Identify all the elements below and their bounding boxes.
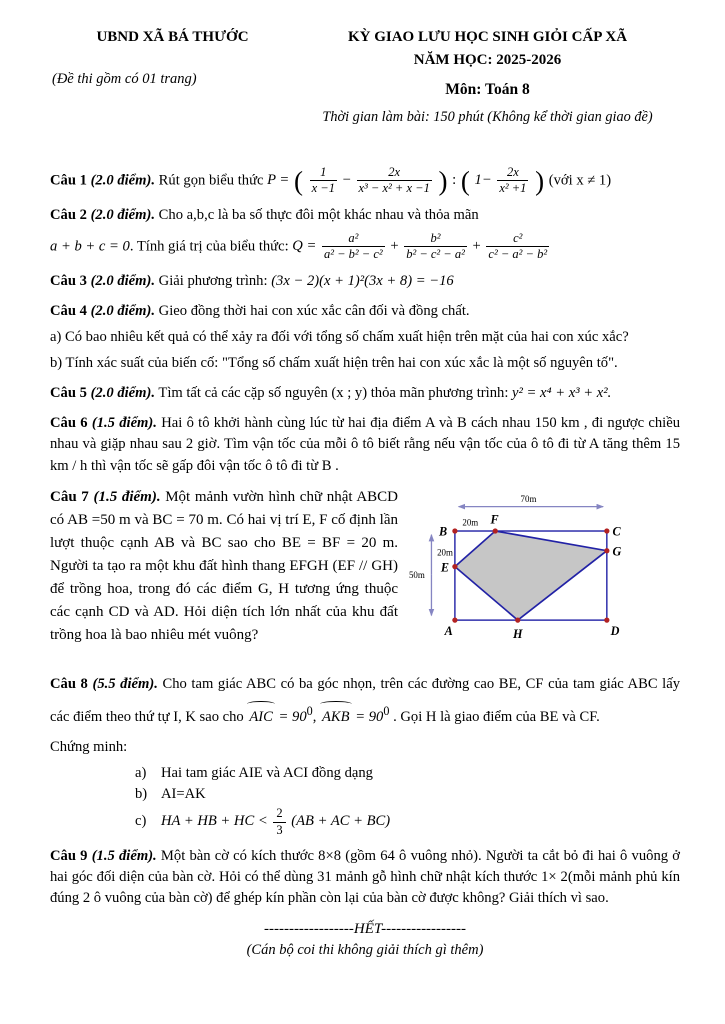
- question-1-label: Câu 1: [50, 172, 87, 189]
- question-6-label: Câu 6: [50, 414, 88, 431]
- question-3: [50, 271, 680, 293]
- angle-value: = 90: [351, 709, 384, 726]
- question-7-text-block: [50, 486, 408, 647]
- fraction: $\frac{2x}{\text{x³ − x² + x −1}}$: [358, 164, 430, 196]
- question-4b: b) Tính xác suất của biến cố: "Tổng số chấm xuất hiện trên hai con xúc xắc là một số nguyên tố".: [50, 354, 618, 371]
- label-C: C: [612, 524, 621, 539]
- question-9-text: Một bàn cờ có kích thước 8×8 (gồm 64 ô vuông nhỏ). Người ta cắt bỏ đi hai ô vuông ở hai góc đối diện của bàn cờ. Hỏi có thể dùng 31 mảnh gỗ hình chữ nhật kích thước 1× 2(mỗi mảnh phủ kín đúng 2 ô vuông của bàn cờ) để ghép kín phần còn lại của bàn cờ được không? Giải thích vì sao.: [50, 848, 680, 907]
- degree-sup: 0: [306, 704, 313, 719]
- exam-title-line2: NĂM HỌC: 2025-2026: [413, 51, 562, 68]
- exam-title-line1: KỲ GIAO LƯU HỌC SINH GIỎI CẤP XÃ: [347, 29, 628, 45]
- question-2-line1: [50, 205, 680, 227]
- degree-sup: 0: [383, 704, 390, 719]
- operator: −: [342, 172, 351, 189]
- question-3-points: (2.0 điểm).: [90, 273, 156, 290]
- question-4a: a) Có bao nhiêu kết quả có thể xảy ra đối với tổng số chấm xuất hiện trên mặt của hai con xúc xắc?: [50, 328, 629, 345]
- fraction: $\frac{\text{a²}}{\text{a² − b² − c²}}$: [323, 230, 383, 262]
- paren-open: (: [460, 165, 470, 196]
- question-4-line1: [50, 301, 680, 323]
- operator: +: [472, 238, 481, 255]
- exam-subject: Môn: Toán 8: [445, 81, 530, 98]
- end-divider: ------------------HẾT-----------------: [263, 920, 467, 937]
- point-D-dot: [604, 618, 609, 623]
- question-5-intro: Tìm tất cả các cặp số nguyên (x ; y) thỏa mãn phương trình:: [158, 384, 509, 401]
- header-right: [295, 26, 680, 129]
- question-8-item-b: [135, 784, 680, 804]
- question-8-item-c: [135, 806, 680, 838]
- point-E-dot: [452, 564, 457, 569]
- question-2-formula: [292, 230, 551, 262]
- question-3-equation: (3x − 2)(x + 1)²(3x + 8) = −16: [271, 273, 454, 290]
- label-A: A: [444, 624, 453, 639]
- dim-20m-top: 20m: [462, 517, 479, 528]
- question-5-equation: y² = x⁴ + x³ + x².: [512, 384, 612, 401]
- item-marker: a): [135, 765, 147, 782]
- operator: +: [390, 238, 399, 255]
- question-6: [50, 413, 680, 479]
- question-3-label: Câu 3: [50, 273, 87, 290]
- dim-20m-left: 20m: [437, 547, 453, 558]
- operator: :: [452, 172, 457, 189]
- point-H-dot: [515, 618, 520, 623]
- angle-value: = 90: [274, 709, 307, 726]
- garden-figure: [408, 490, 680, 648]
- point-F-dot: [493, 529, 498, 534]
- trapezoid-EFGH: [455, 531, 607, 620]
- question-6-points: (1.5 điểm).: [91, 414, 157, 431]
- question-8-points: (5.5 điểm).: [92, 676, 158, 693]
- dim-50m: 50m: [408, 570, 425, 581]
- question-1: [50, 165, 680, 197]
- question-7-text: Một mảnh vườn hình chữ nhật ABCD có AB =50 m và BC = 70 m. Có hai vị trí E, F cố định lần lượt thuộc cạnh AB và BC sao cho BE = BF = 20 m. Người ta tạo ra một khu đất hình thang EFGH (EF // GH) để trồng hoa, trong đó các điểm G, H tương ứng thuộc các cạnh CD và AD. Hỏi diện tích lớn nhất của khu đất trồng hoa là bao nhiêu mét vuông?: [50, 489, 399, 643]
- organization-name: UBND XÃ BÁ THƯỚC: [96, 29, 249, 45]
- garden-figure-container: [408, 486, 680, 656]
- label-H: H: [513, 627, 523, 642]
- question-1-intro: Rút gọn biểu thức: [158, 172, 264, 189]
- question-8-text: Cho tam giác ABC có ba góc nhọn, trên các đường cao BE, CF của tam giác ABC lấy các điểm theo thứ tự I, K sao cho: [50, 676, 680, 726]
- question-8-statement: [50, 670, 680, 732]
- paren-close: ): [438, 165, 448, 196]
- comma: ,: [312, 709, 321, 726]
- given-equation: a + b + c = 0: [50, 238, 130, 255]
- question-8-item-a: [135, 763, 680, 783]
- fraction: $\frac{\text{c²}}{\text{c² − a² − b²}}$: [488, 230, 548, 262]
- question-4-label: Câu 4: [50, 302, 87, 319]
- point-A-dot: [452, 618, 457, 623]
- widehat-AIC: AIC: [247, 703, 275, 732]
- question-4-points: (2.0 điểm).: [90, 302, 156, 319]
- question-4: [50, 301, 680, 375]
- dim-70m: 70m: [520, 494, 537, 505]
- label-G: G: [612, 544, 622, 559]
- label-F: F: [490, 512, 499, 527]
- question-8-items: [135, 763, 680, 838]
- question-2-mid: . Tính giá trị của biểu thức:: [129, 238, 289, 255]
- question-3-intro: Giải phương trình:: [158, 273, 268, 290]
- question-2-points: (2.0 điểm).: [90, 206, 156, 223]
- paren-close: ): [535, 165, 545, 196]
- question-1-formula: [267, 164, 549, 196]
- question-8-prove: Chứng minh:: [50, 739, 128, 756]
- point-C-dot: [604, 529, 609, 534]
- item-marker: b): [135, 786, 148, 803]
- label-B: B: [438, 524, 448, 539]
- formula-lhs: HA + HB + HC <: [161, 813, 268, 830]
- question-2-label: Câu 2: [50, 206, 87, 223]
- question-7-label: Câu 7: [50, 489, 89, 506]
- exam-page-note: (Đề thi gồm có 01 trang): [52, 70, 197, 87]
- formula-term: 1−: [474, 172, 492, 189]
- fraction: $\frac{2}{3}$: [273, 806, 285, 838]
- question-8c-formula: [161, 805, 391, 837]
- question-2-line2: [50, 231, 680, 263]
- question-8: [50, 670, 680, 838]
- header-left: [50, 26, 295, 129]
- question-8-label: Câu 8: [50, 676, 88, 693]
- label-E: E: [440, 560, 449, 575]
- question-9-label: Câu 9: [50, 848, 88, 865]
- widehat-AKB: AKB: [320, 703, 352, 732]
- question-9: [50, 846, 680, 909]
- question-5: [50, 383, 680, 405]
- question-1-points: (2.0 điểm).: [90, 172, 156, 189]
- header: [50, 26, 680, 129]
- question-2-intro: Cho a,b,c là ba số thực đôi một khác nhau và thỏa mãn: [158, 206, 479, 223]
- question-1-condition: (với x ≠ 1): [548, 172, 612, 189]
- question-5-label: Câu 5: [50, 384, 87, 401]
- question-2: [50, 205, 680, 263]
- item-marker: c): [135, 813, 147, 830]
- question-8-text-rest: . Gọi H là giao điểm của BE và CF.: [389, 709, 600, 726]
- point-B-dot: [452, 529, 457, 534]
- formula-lhs: P =: [267, 172, 290, 189]
- question-9-points: (1.5 điểm).: [91, 848, 157, 865]
- question-7: [50, 486, 680, 656]
- item-text: AI=AK: [161, 786, 206, 803]
- fraction: $\frac{1}{x -1}$: [311, 164, 335, 196]
- fraction: $\frac{\text{b²}}{\text{b² − c² − a²}}$: [406, 230, 465, 262]
- exam-time-note: Thời gian làm bài: 150 phút (Không kể thời gian giao đề): [322, 109, 653, 126]
- formula-lhs: Q =: [292, 238, 317, 255]
- question-5-points: (2.0 điểm).: [90, 384, 156, 401]
- question-4-intro: Gieo đồng thời hai con xúc xắc cân đối và đồng chất.: [158, 302, 470, 319]
- paren-open: (: [293, 165, 303, 196]
- formula-rhs: (AB + AC + BC): [291, 813, 391, 830]
- point-G-dot: [604, 548, 609, 553]
- item-text: Hai tam giác AIE và ACI đồng dạng: [161, 765, 373, 782]
- question-7-points: (1.5 điểm).: [93, 489, 161, 506]
- question-6-text: Hai ô tô khởi hành cùng lúc từ hai địa điểm A và B cách nhau 150 km , đi ngược chiều nhau và giặp nhau sau 2 giờ. Tìm vận tốc của mỗi ô tô biết rằng nếu vận tốc của ô tô đi từ A tăng thêm 15 km / h thì vận tốc sẽ gấp đôi vận tốc ô tô đi từ B .: [50, 414, 680, 475]
- fraction: $\frac{2x}{\text{x² +1}}$: [499, 164, 527, 196]
- proctor-note: (Cán bộ coi thi không giải thích gì thêm): [246, 942, 484, 959]
- label-D: D: [610, 624, 620, 639]
